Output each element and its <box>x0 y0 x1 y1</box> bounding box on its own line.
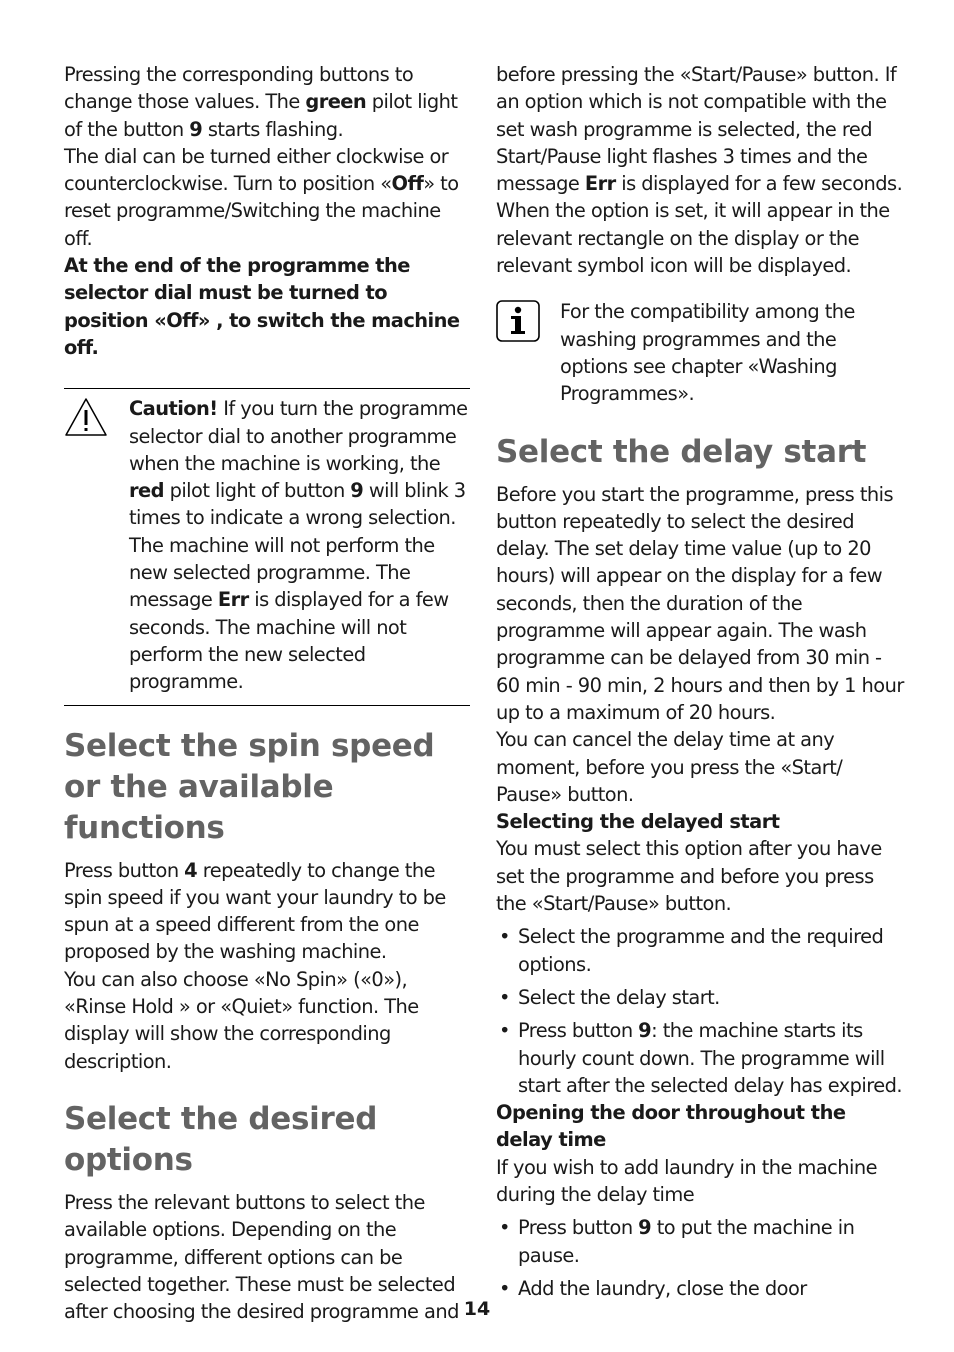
section-heading: Select the delay start <box>496 433 867 470</box>
info-icon <box>496 300 540 342</box>
paragraph: Before you start the programme, press this button repeatedly to select the desired delay. The set delay time value (up to 20 hours) will appear on the display for a few seconds, then the duration of the programme will appear again. The wash programme can be delayed from 30 min - 60 min - 90 min, 2 hours and then by 1 hour up to a maximum of 20 hours. <box>496 482 904 724</box>
paragraph: If you wish to add laundry in the machine during the delay time <box>496 1155 877 1206</box>
list-item: • Add the laundry, close the door <box>496 1275 904 1302</box>
paragraph: The dial can be turned either clockwise or counterclockwise. Turn to position «Off» to reset programme/Switching the machine off. <box>64 144 459 250</box>
paragraph: before pressing the «Start/Pause» button. If an option which is not compatible with the set wash programme is selected, the red Start/Pause light flashes 3 times and the message Err is displayed for a few seconds. When the option is set, it will appear in the relevant rectangle on the display or the relevant symbol icon will be displayed. <box>496 63 903 278</box>
warning-triangle-icon <box>64 397 108 437</box>
caution-text: Caution! If you turn the programme selector dial to another programme when the machine is working, the red pilot light of button 9 will blink 3 times to indicate a wrong selection. The machine will not perform the new selected programme. The message Err is displayed for a few seconds. The machine will not perform the new selected programme. <box>129 397 468 694</box>
paragraph: You can also choose «No Spin» («0»), «Rinse Hold » or «Quiet» function. The display will show the corresponding description. <box>64 967 419 1073</box>
subheading: Selecting the delayed start <box>496 810 780 834</box>
info-text: For the compatibility among the washing programmes and the options see chapter «Washing Programmes». <box>560 300 855 406</box>
list-item: • Select the delay start. <box>496 984 904 1011</box>
list-item: • Select the programme and the required options. <box>496 923 904 978</box>
paragraph: Press the relevant buttons to select the available options. Depending on the programme, different options can be selected together. These must be selected after choosing the desired programme and <box>64 1190 459 1324</box>
paragraph: Pressing the corresponding buttons to change those values. The green pilot light of the button 9 starts flashing. <box>64 63 458 141</box>
right-column <box>496 61 904 1302</box>
list-item: • Press button 9: the machine starts its hourly count down. The programme will start after the selected delay has expired. <box>496 1017 904 1099</box>
page-number: 14 <box>463 1298 491 1320</box>
section-heading: Select the desired options <box>64 1100 378 1178</box>
subheading: Opening the door throughout the delay time <box>496 1101 846 1152</box>
paragraph: You can cancel the delay time at any moment, before you press the «Start/ Pause» button. <box>496 728 843 806</box>
info-box <box>496 298 904 407</box>
left-column <box>64 61 470 1325</box>
section-heading: Select the spin speed or the available functions <box>64 727 435 846</box>
bullet-list <box>496 1214 904 1302</box>
paragraph: You must select this option after you have set the programme and before you press the «Start/Pause» button. <box>496 837 882 916</box>
bold-note: At the end of the programme the selector dial must be turned to position «Off» , to switch the machine off. <box>64 254 460 359</box>
list-item: • Press button 9 to put the machine in pause. <box>496 1214 904 1269</box>
paragraph: Press button 4 repeatedly to change the spin speed if you want your laundry to be spun at a speed different from the one proposed by the washing machine. <box>64 858 446 964</box>
caution-box <box>64 388 470 705</box>
bullet-list <box>496 923 904 1099</box>
